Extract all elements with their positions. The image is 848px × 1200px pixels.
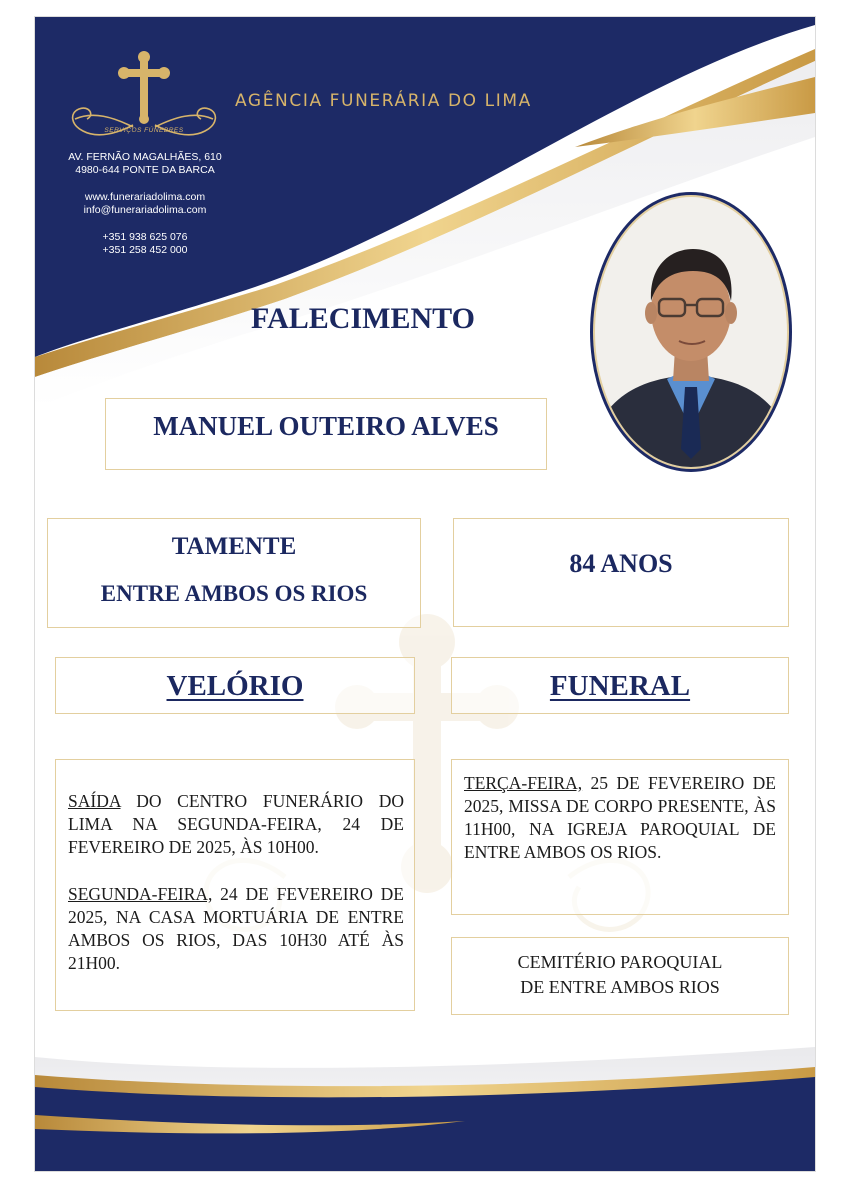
- cemetery-box: [451, 937, 789, 1015]
- deceased-photo: [589, 189, 793, 475]
- agency-phone-2[interactable]: +351 258 452 000: [102, 244, 188, 256]
- address-line-2: 4980-644 PONTE DA BARCA: [75, 164, 215, 176]
- velorio-heading-box: [55, 657, 415, 714]
- funeral-heading: FUNERAL: [549, 670, 691, 702]
- logo-tagline: SERVIÇOS FÚNEBRES: [104, 127, 184, 134]
- cemetery-text: [452, 950, 788, 1000]
- cross-icon: [118, 51, 170, 124]
- deceased-name: MANUEL OUTEIRO ALVES: [153, 411, 499, 441]
- address-line-1: AV. FERNÃO MAGALHÃES, 610: [68, 151, 222, 163]
- velorio-wake-paragraph: [68, 883, 404, 975]
- agency-email[interactable]: info@funerariadolima.com: [83, 204, 207, 216]
- deceased-name-box: [105, 398, 547, 470]
- age-box: [453, 518, 789, 627]
- velorio-details-box: [55, 759, 415, 1011]
- deceased-age: 84 ANOS: [569, 549, 673, 578]
- velorio-departure-paragraph: [68, 790, 404, 859]
- velorio-heading: VELÓRIO: [166, 670, 304, 702]
- funeral-mass-lead: TERÇA-FEIRA,: [464, 773, 583, 793]
- agency-address: [55, 151, 235, 177]
- location-line-1: TAMENTE: [171, 533, 297, 560]
- agency-website[interactable]: www.funerariadolima.com: [84, 191, 206, 203]
- location-line-2: ENTRE AMBOS OS RIOS: [100, 581, 368, 606]
- obituary-notice: [34, 16, 816, 1172]
- notice-title: FALECIMENTO: [251, 302, 475, 335]
- cemetery-line-2: DE ENTRE AMBOS RIOS: [520, 977, 720, 997]
- funeral-mass-paragraph: [464, 772, 776, 864]
- funeral-details-box: [451, 759, 789, 915]
- agency-phones: [55, 231, 235, 257]
- velorio-departure-lead: SAÍDA: [68, 791, 121, 811]
- velorio-wake-text: 24 DE FEVEREIRO DE 2025, NA CASA MORTUÁRIA DE ENTRE AMBOS OS RIOS, DAS 10H30 ATÉ ÀS 21H00.: [68, 884, 404, 973]
- cemetery-line-1: CEMITÉRIO PAROQUIAL: [517, 952, 723, 972]
- agency-phone-1[interactable]: +351 938 625 076: [102, 231, 188, 243]
- funeral-heading-box: [451, 657, 789, 714]
- agency-name: AGÊNCIA FUNERÁRIA DO LIMA: [235, 91, 532, 111]
- agency-online-contacts: [55, 191, 235, 217]
- velorio-wake-lead: SEGUNDA-FEIRA,: [68, 884, 213, 904]
- funeral-mass-text: 25 DE FEVEREIRO DE 2025, MISSA DE CORPO PRESENTE, ÀS 11H00, NA IGREJA PAROQUIAL DE ENTRE AMBOS OS RIOS.: [464, 773, 776, 862]
- location-box: [47, 518, 421, 628]
- velorio-departure-text: DO CENTRO FUNERÁRIO DO LIMA NA SEGUNDA-FEIRA, 24 DE FEVEREIRO DE 2025, ÀS 10H00.: [68, 791, 404, 857]
